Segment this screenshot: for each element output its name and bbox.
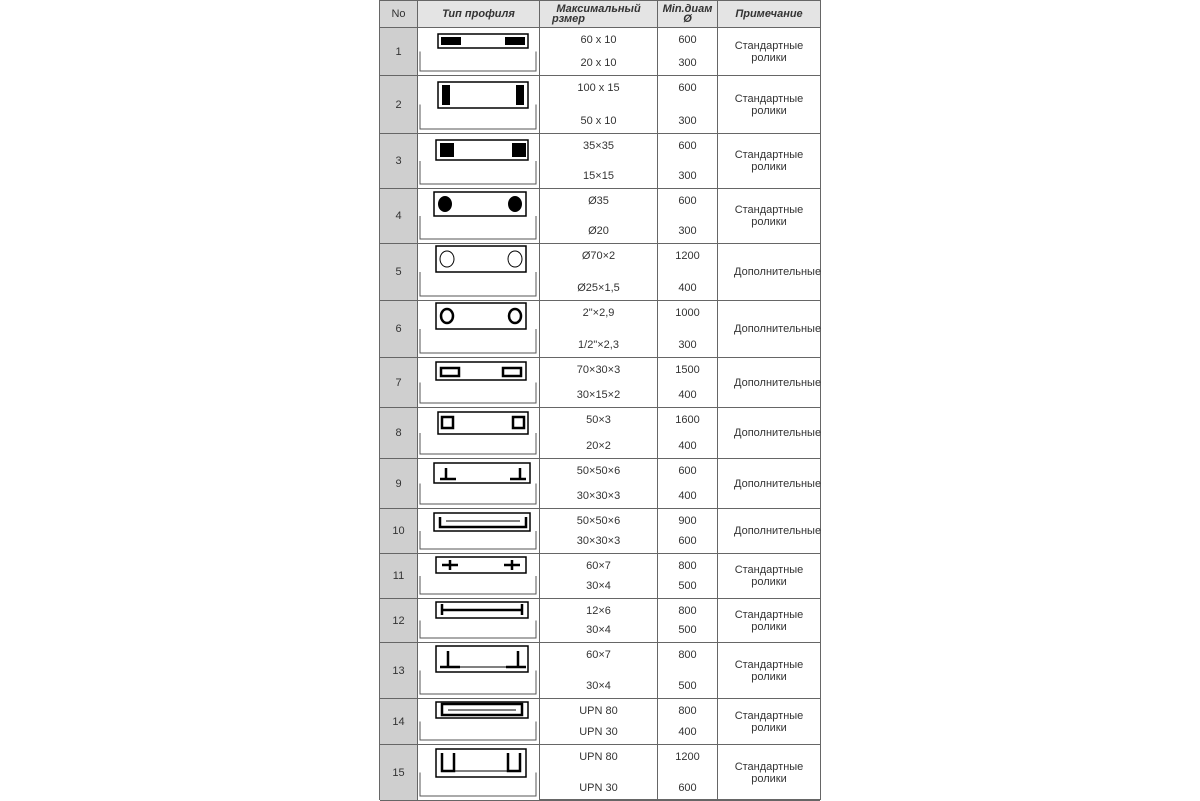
size-max: Ø35 [588, 195, 609, 207]
size-cell [540, 28, 658, 75]
diameter-min: 300 [678, 225, 697, 237]
profile-cell [418, 699, 540, 744]
table-row [380, 459, 820, 509]
table-row [380, 509, 820, 554]
header-no: No [380, 1, 418, 28]
size-min: 15×15 [583, 170, 614, 182]
diameter-cell [658, 745, 718, 800]
table-row [380, 189, 820, 244]
size-max: 12×6 [586, 605, 611, 617]
profile-cell [418, 599, 540, 642]
profile-cell [418, 28, 540, 75]
header-min-diameter: Min.диам Ø [658, 1, 718, 28]
row-number: 7 [380, 358, 418, 407]
profile-drawing [418, 358, 540, 407]
profile-drawing [418, 28, 540, 75]
diameter-max: 600 [678, 82, 697, 94]
diameter-cell [658, 599, 718, 642]
profile-drawing [418, 699, 540, 744]
row-number: 10 [380, 509, 418, 553]
profile-drawing [418, 244, 540, 300]
size-cell [540, 134, 658, 188]
diameter-min: 400 [678, 490, 697, 502]
note-cell: Дополнительные [734, 427, 822, 439]
profile-drawing [418, 459, 540, 508]
profile-drawing [418, 189, 540, 243]
diameter-max: 900 [678, 515, 697, 527]
size-min: 30×4 [586, 680, 611, 692]
diameter-min: 300 [678, 170, 697, 182]
table-row [380, 244, 820, 301]
size-max: 100 x 15 [577, 82, 620, 94]
profile-cell [418, 459, 540, 508]
diameter-min: 600 [678, 782, 697, 794]
table-row [380, 76, 820, 134]
row-number: 11 [380, 554, 418, 598]
size-max: UPN 80 [579, 705, 618, 717]
profile-cell [418, 509, 540, 553]
table-row [380, 699, 820, 745]
table-row [380, 134, 820, 189]
size-min: Ø25×1,5 [577, 282, 620, 294]
row-number: 4 [380, 189, 418, 243]
note-cell: Стандартные ролики [734, 149, 804, 173]
profile-drawing [418, 509, 540, 553]
row-number: 2 [380, 76, 418, 133]
table-header [380, 1, 820, 28]
size-cell [540, 358, 658, 407]
note-cell: Дополнительные [734, 477, 822, 490]
profile-drawing [418, 76, 540, 133]
table-row [380, 408, 820, 459]
size-cell [540, 643, 658, 698]
size-max: 60×7 [586, 649, 611, 661]
table-row [380, 28, 820, 76]
note-cell: Стандартные ролики [734, 564, 804, 588]
diameter-min: 400 [678, 440, 697, 452]
profile-drawing [418, 408, 540, 458]
diameter-max: 600 [678, 465, 697, 477]
size-max: 50×50×6 [576, 515, 621, 527]
table-row [380, 643, 820, 699]
size-min: 1/2"×2,3 [578, 339, 619, 351]
profile-drawing [418, 301, 540, 357]
note-cell: Дополнительные [734, 266, 822, 278]
diameter-cell [658, 76, 718, 133]
diameter-max: 800 [678, 705, 697, 717]
size-cell [540, 699, 658, 744]
table-row [380, 554, 820, 599]
row-number: 13 [380, 643, 418, 698]
table-row [380, 301, 820, 358]
diameter-min: 600 [678, 535, 697, 547]
diameter-cell [658, 509, 718, 553]
diameter-cell [658, 358, 718, 407]
note-cell: Стандартные ролики [734, 658, 804, 683]
diameter-max: 600 [678, 140, 697, 152]
note-cell: Стандартные ролики [734, 39, 804, 64]
note-cell: Дополнительные [734, 323, 822, 335]
row-number: 15 [380, 745, 418, 800]
size-min: 50 x 10 [580, 115, 617, 127]
size-min: 30×15×2 [576, 389, 621, 401]
row-number: 14 [380, 699, 418, 744]
diameter-min: 300 [678, 115, 697, 127]
header-profile-type: Тип профиля [418, 1, 540, 28]
size-max: 35×35 [583, 140, 614, 152]
row-number: 8 [380, 408, 418, 458]
diameter-cell [658, 699, 718, 744]
size-max: 2"×2,9 [582, 307, 615, 319]
size-cell [540, 76, 658, 133]
size-max: 60 x 10 [580, 34, 617, 46]
size-max: Ø70×2 [581, 250, 616, 262]
diameter-max: 1600 [675, 414, 700, 426]
row-number: 12 [380, 599, 418, 642]
diameter-max: 1500 [675, 364, 700, 376]
note-cell: Стандартные ролики [734, 204, 804, 228]
note-cell: Стандартные ролики [734, 92, 804, 117]
size-min: UPN 30 [579, 726, 618, 738]
diameter-cell [658, 643, 718, 698]
profile-drawing [418, 554, 540, 598]
diameter-min: 500 [678, 624, 697, 636]
size-min: 30×4 [586, 580, 611, 592]
size-cell [540, 599, 658, 642]
row-number: 1 [380, 28, 418, 75]
diameter-min: 300 [678, 57, 697, 69]
diameter-min: 400 [678, 726, 697, 738]
profile-cell [418, 408, 540, 458]
size-min: UPN 30 [579, 782, 618, 794]
note-cell: Дополнительные [734, 525, 822, 537]
diameter-max: 800 [678, 649, 697, 661]
header-max-size: Максимальный рзмер [540, 1, 658, 28]
diameter-cell [658, 554, 718, 598]
diameter-min: 500 [678, 580, 697, 592]
diameter-max: 600 [678, 195, 697, 207]
diameter-max: 800 [678, 605, 697, 617]
profile-drawing [418, 643, 540, 698]
profile-cell [418, 244, 540, 300]
size-cell [540, 244, 658, 300]
profile-table [379, 0, 821, 800]
diameter-min: 400 [678, 282, 697, 294]
note-cell: Стандартные ролики [734, 608, 804, 633]
size-min: 30×30×3 [576, 490, 621, 502]
profile-drawing [418, 745, 540, 800]
diameter-max: 600 [678, 34, 697, 46]
size-max: 60×7 [586, 560, 611, 572]
size-min: 20×2 [586, 440, 611, 452]
profile-cell [418, 189, 540, 243]
size-cell [540, 745, 658, 800]
size-cell [540, 301, 658, 357]
profile-cell [418, 134, 540, 188]
diameter-min: 500 [678, 680, 697, 692]
diameter-cell [658, 301, 718, 357]
table-row [380, 358, 820, 408]
size-cell [540, 459, 658, 508]
profile-cell [418, 643, 540, 698]
profile-cell [418, 554, 540, 598]
note-cell: Стандартные ролики [734, 709, 804, 734]
diameter-cell [658, 134, 718, 188]
row-number: 5 [380, 244, 418, 300]
diameter-max: 800 [678, 560, 697, 572]
size-min: 30×4 [586, 624, 611, 636]
size-cell [540, 509, 658, 553]
diameter-max: 1000 [675, 307, 700, 319]
profile-drawing [418, 599, 540, 642]
row-number: 6 [380, 301, 418, 357]
size-min: 30×30×3 [576, 535, 621, 547]
diameter-max: 1200 [675, 250, 700, 262]
size-max: 70×30×3 [576, 364, 621, 376]
size-max: 50×50×6 [576, 465, 621, 477]
profile-cell [418, 301, 540, 357]
table-row [380, 599, 820, 643]
profile-cell [418, 358, 540, 407]
note-cell: Дополнительные [734, 376, 822, 389]
diameter-cell [658, 459, 718, 508]
profile-cell [418, 76, 540, 133]
size-max: UPN 80 [579, 751, 618, 763]
size-min: Ø20 [588, 225, 609, 237]
diameter-cell [658, 408, 718, 458]
header-note: Примечание [718, 1, 820, 28]
row-number: 3 [380, 134, 418, 188]
size-cell [540, 554, 658, 598]
note-cell: Стандартные ролики [734, 760, 804, 785]
diameter-cell [658, 28, 718, 75]
size-cell [540, 408, 658, 458]
size-min: 20 x 10 [580, 57, 617, 69]
diameter-min: 300 [678, 339, 697, 351]
diameter-min: 400 [678, 389, 697, 401]
profile-cell [418, 745, 540, 800]
diameter-max: 1200 [675, 751, 700, 763]
table-row [380, 745, 820, 801]
size-max: 50×3 [586, 414, 611, 426]
diameter-cell [658, 189, 718, 243]
row-number: 9 [380, 459, 418, 508]
diameter-cell [658, 244, 718, 300]
size-cell [540, 189, 658, 243]
profile-drawing [418, 134, 540, 188]
